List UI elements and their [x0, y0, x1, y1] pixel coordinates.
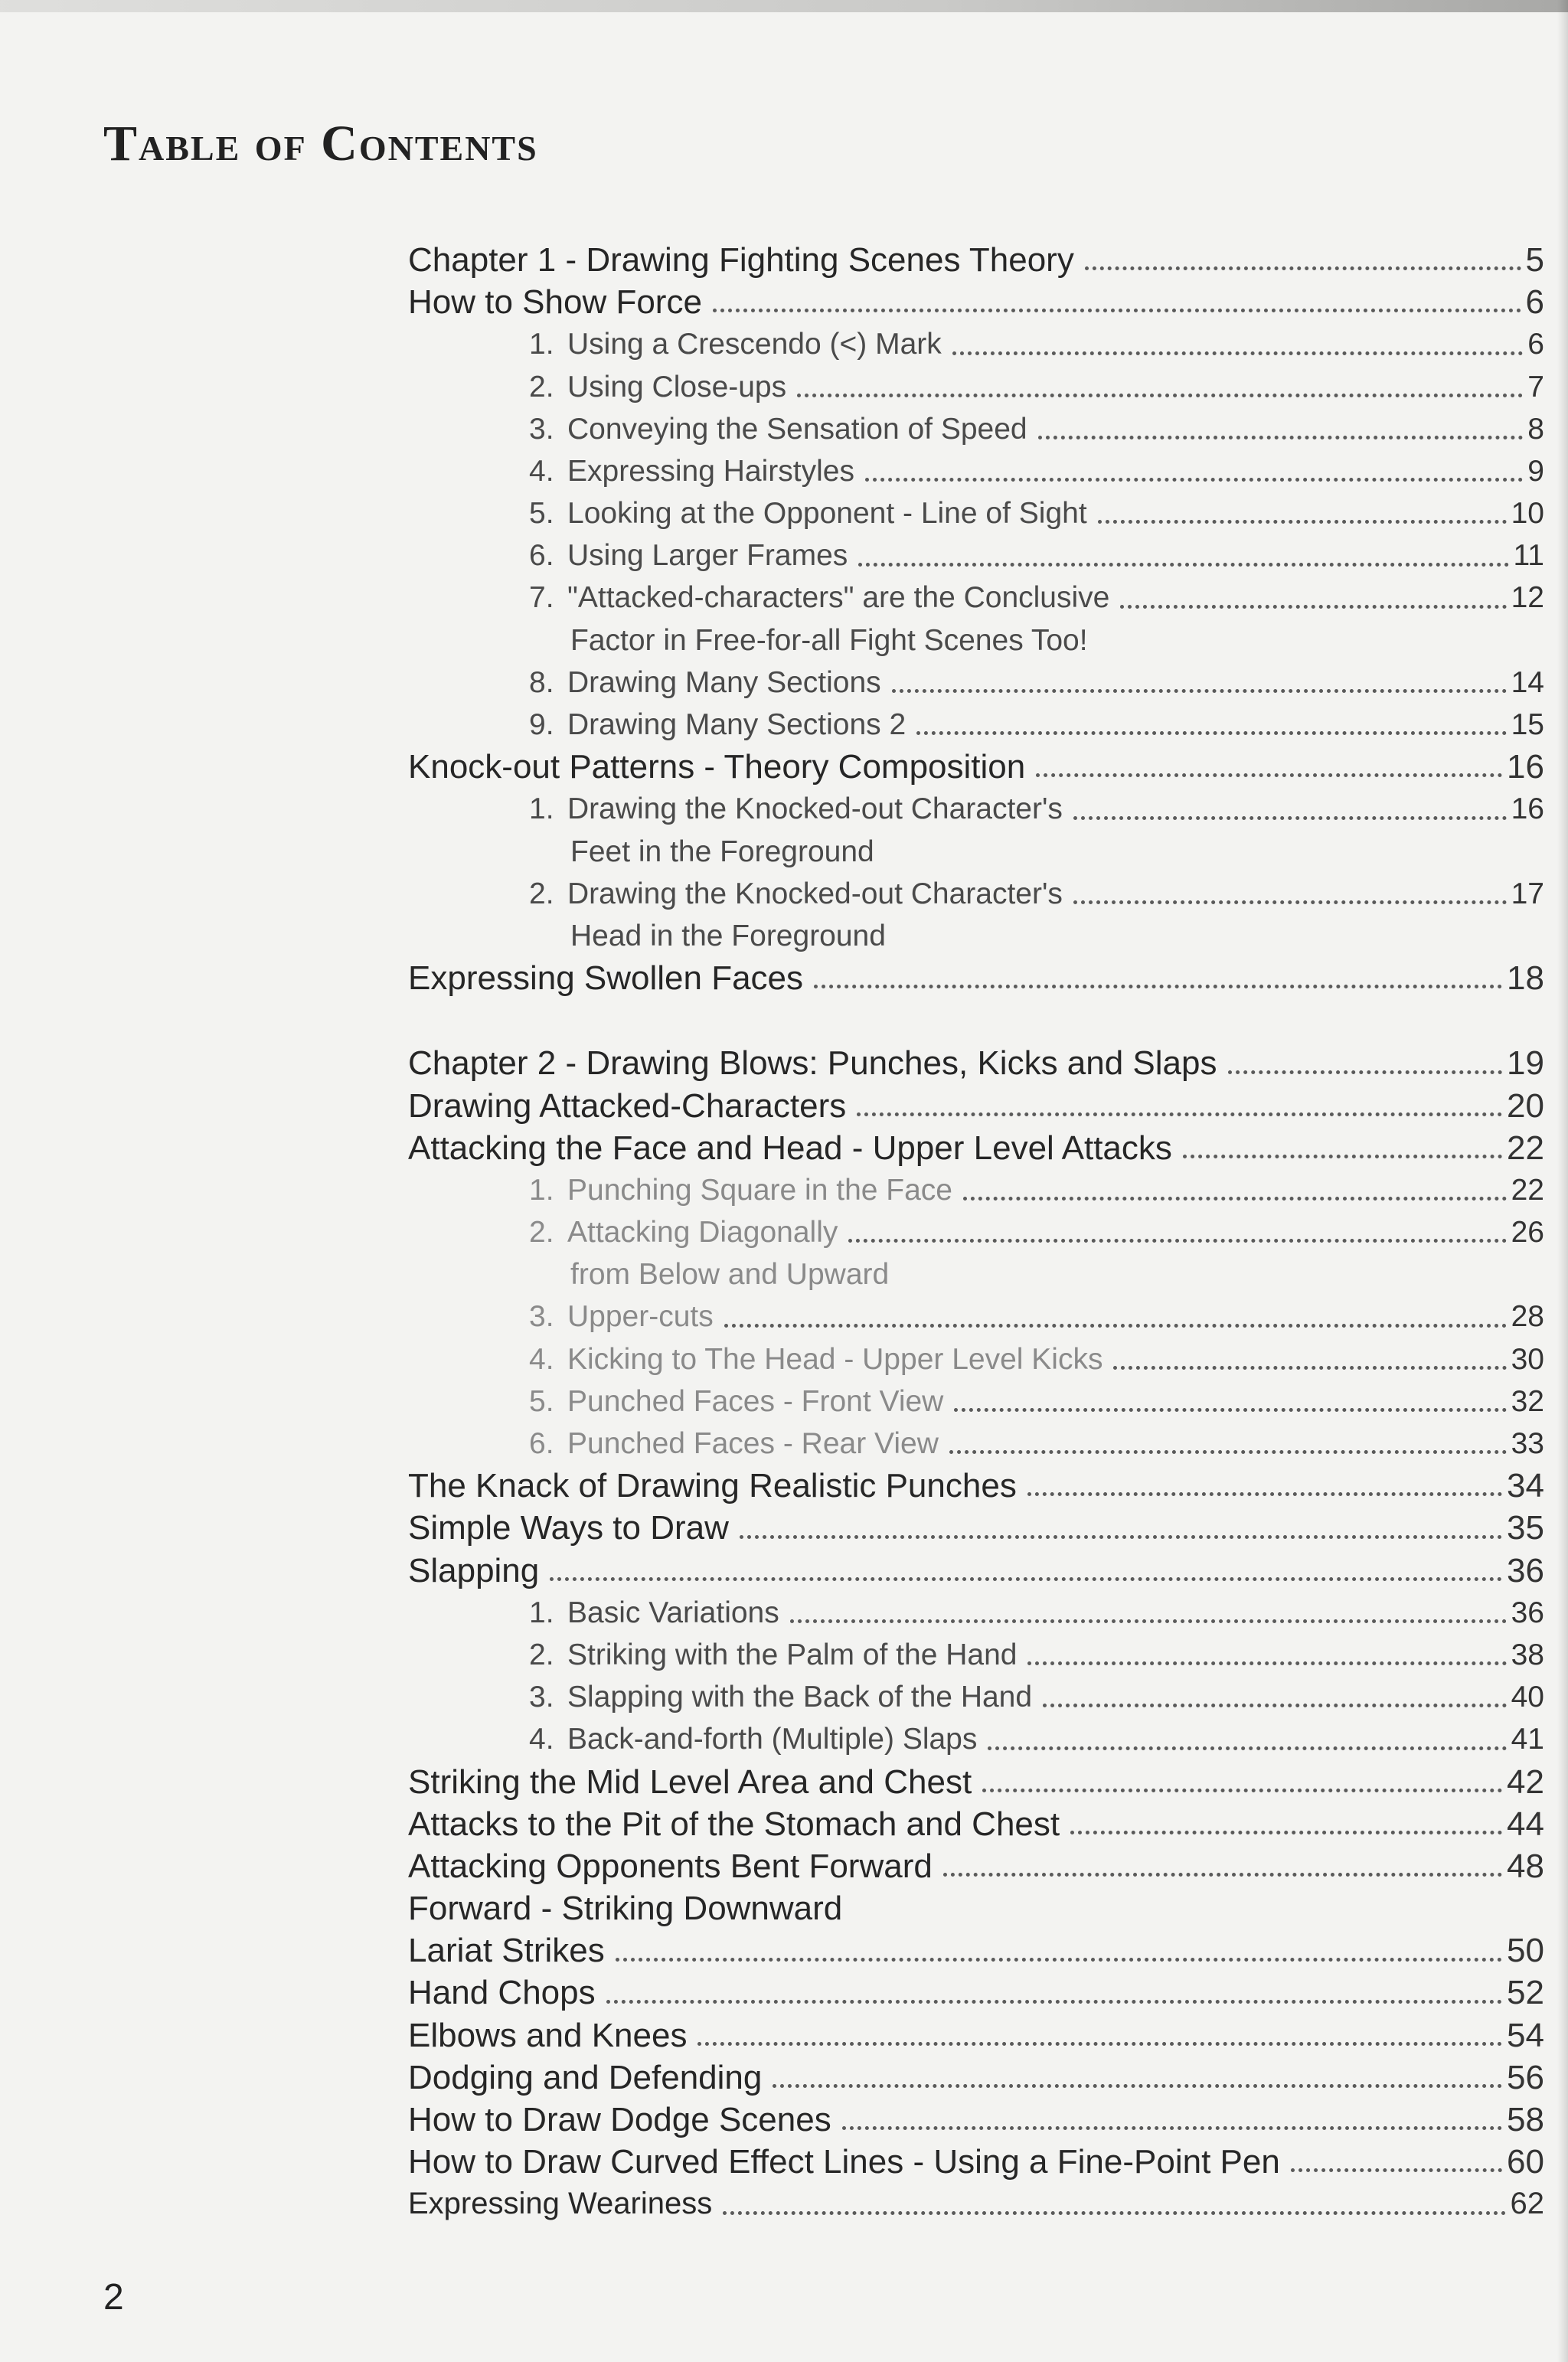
toc-entry-page: 28 [1511, 1300, 1544, 1334]
toc-entry-page: 26 [1511, 1216, 1544, 1250]
dot-leader [988, 1746, 1506, 1750]
toc-entry-page: 62 [1510, 2187, 1544, 2221]
toc-entry-page: 58 [1507, 2101, 1544, 2139]
toc-entry[interactable] [408, 1211, 1544, 1295]
toc-entry-label: Conveying the Sensation of Speed [567, 412, 1027, 446]
toc-entry-line [408, 1211, 1544, 1253]
toc-entry-label: Back-and-forth (Multiple) Slaps [567, 1723, 978, 1756]
toc-entry[interactable] [408, 662, 1544, 704]
toc-entry-line [408, 450, 1544, 492]
dot-leader [724, 1324, 1507, 1328]
toc-entry-line [408, 1169, 1544, 1211]
toc-entry[interactable] [408, 2141, 1544, 2183]
dot-leader [857, 1112, 1502, 1116]
toc-entry-page: 36 [1507, 1551, 1544, 1589]
toc-entry-page: 12 [1511, 581, 1544, 615]
toc-entry-line [408, 2099, 1544, 2141]
toc-entry[interactable] [408, 873, 1544, 957]
toc-entry-page: 11 [1513, 539, 1544, 573]
toc-entry-label: Drawing the Knocked-out Character's [567, 877, 1063, 910]
dot-leader [550, 1577, 1502, 1581]
toc-entry-line [408, 1465, 1544, 1507]
toc-entry[interactable] [408, 2183, 1544, 2225]
toc-entry[interactable] [408, 1380, 1544, 1423]
toc-entry-number: 2. [529, 370, 554, 403]
dot-leader [892, 689, 1507, 693]
dot-leader [740, 1535, 1502, 1539]
toc-entry-label: Simple Ways to Draw [408, 1509, 729, 1547]
toc-entry-page: 38 [1511, 1638, 1544, 1671]
toc-entry-label: Expressing Hairstyles [567, 454, 854, 488]
toc-entry-label: Using Larger Frames [567, 539, 848, 573]
toc-entry-line [408, 1803, 1544, 1845]
toc-entry-number: 4. [529, 454, 554, 488]
toc-entry-number: 1. [529, 328, 554, 361]
toc-entry[interactable] [408, 1085, 1544, 1127]
toc-entry[interactable] [408, 1972, 1544, 2014]
dot-leader [1038, 436, 1524, 439]
toc-entry[interactable] [408, 2057, 1544, 2099]
toc-entry-line [408, 492, 1544, 534]
toc-entry-continuation: Head in the Foreground [570, 920, 886, 952]
toc-entry-page: 6 [1525, 283, 1544, 322]
toc-entry[interactable] [408, 534, 1544, 577]
toc-entry-number: 3. [529, 1300, 554, 1334]
toc-entry-page: 15 [1511, 708, 1544, 742]
toc-entry-label: How to Draw Curved Effect Lines - Using a Fine-Point Pen [408, 2143, 1280, 2181]
dot-leader [616, 1958, 1502, 1962]
toc-entry-page: 54 [1507, 2016, 1544, 2054]
toc-entry[interactable] [408, 1929, 1544, 1972]
dot-leader [952, 351, 1524, 355]
toc-entry-label: How to Draw Dodge Scenes [408, 2101, 831, 2139]
dot-leader [1085, 266, 1521, 270]
dot-leader [1070, 1831, 1502, 1834]
toc-entry[interactable] [408, 408, 1544, 450]
toc-entry-number: 4. [529, 1342, 554, 1376]
toc-entry-label: Punching Square in the Face [567, 1173, 953, 1207]
toc-entry-continuation: Factor in Free-for-all Fight Scenes Too! [570, 623, 1088, 657]
toc-entry-page: 10 [1511, 497, 1544, 531]
dot-leader [606, 2000, 1502, 2004]
toc-entry-page: 50 [1507, 1932, 1544, 1970]
toc-entry-line [408, 408, 1544, 450]
toc-entry-label: Forward - Striking Downward [408, 1890, 843, 1928]
toc-entry-label: Using Close-ups [567, 370, 787, 403]
toc-entry-page: 33 [1511, 1427, 1544, 1461]
toc-entry-label: The Knack of Drawing Realistic Punches [408, 1467, 1017, 1505]
toc-entry[interactable] [408, 1803, 1544, 1845]
toc-entry-line [408, 366, 1544, 408]
toc-entry-line [408, 662, 1544, 704]
toc-entry-label: Expressing Weariness [408, 2187, 713, 2221]
toc-entry-page: 14 [1511, 665, 1544, 699]
toc-entry-label: Looking at the Opponent - Line of Sight [567, 497, 1087, 531]
toc-entry-line [408, 1550, 1544, 1592]
toc-entry[interactable] [408, 2099, 1544, 2141]
toc-entry-line [408, 1338, 1544, 1380]
toc-entry[interactable] [408, 1887, 1544, 1929]
toc-entry-line [408, 323, 1544, 365]
toc-entry-line [408, 1127, 1544, 1169]
toc-entry-line [408, 704, 1544, 746]
toc-entry[interactable] [408, 1507, 1544, 1549]
toc-entry[interactable] [408, 450, 1544, 492]
toc-entry-page: 30 [1511, 1342, 1544, 1376]
dot-leader [1036, 773, 1502, 777]
toc-entry[interactable] [408, 1423, 1544, 1465]
toc-entry-page: 16 [1511, 792, 1544, 826]
toc-entry[interactable] [408, 577, 1544, 662]
toc-entry-number: 1. [529, 1596, 554, 1629]
toc-entry-label: Lariat Strikes [408, 1932, 605, 1970]
toc-entry-label: Drawing Many Sections 2 [567, 708, 906, 742]
dot-leader [865, 478, 1523, 482]
dot-leader [1098, 520, 1507, 524]
toc-entry[interactable] [408, 1845, 1544, 1887]
dot-leader [954, 1408, 1506, 1412]
toc-entry[interactable] [408, 1592, 1544, 1634]
dot-leader [1183, 1155, 1502, 1158]
toc-entry-page: 8 [1527, 412, 1544, 446]
page-number: 2 [103, 2277, 124, 2318]
toc-entry-line [408, 577, 1544, 619]
toc-entry[interactable] [408, 1127, 1544, 1169]
toc-entry-line [408, 1929, 1544, 1972]
toc-entry-line [408, 534, 1544, 577]
toc-entry-label: Hand Chops [408, 1974, 596, 2012]
toc-entry-continuation: from Below and Upward [570, 1258, 890, 1292]
toc-entry-label: Chapter 1 - Drawing Fighting Scenes Theory [408, 240, 1074, 279]
toc-entry-line [408, 1423, 1544, 1465]
toc-entry-label: Chapter 2 - Drawing Blows: Punches, Kicks and Slaps [408, 1044, 1217, 1083]
toc-entry-label: Basic Variations [567, 1596, 779, 1629]
toc-entry-line [408, 1887, 1544, 1929]
dot-leader [1228, 1070, 1503, 1074]
toc-entry-label: Drawing the Knocked-out Character's [567, 792, 1063, 826]
toc-entry-line [408, 1676, 1544, 1718]
toc-entry[interactable] [408, 239, 1544, 281]
toc-entry-line [408, 2014, 1544, 2057]
toc-entry-number: 9. [529, 708, 554, 742]
toc-entry-page: 22 [1507, 1129, 1544, 1167]
toc-entry-line [408, 957, 1544, 999]
toc-entry-label: Kicking to The Head - Upper Level Kicks [567, 1342, 1103, 1376]
toc-entry-line [408, 1718, 1544, 1760]
toc-entry-label: Drawing Many Sections [567, 665, 881, 699]
toc-entry[interactable] [408, 1465, 1544, 1507]
toc-entry-label: Drawing Attacked-Characters [408, 1086, 847, 1125]
toc-entry-number: 5. [529, 497, 554, 531]
toc-entry-number: 2. [529, 1638, 554, 1671]
dot-leader [848, 1239, 1506, 1243]
toc-entry[interactable] [408, 1634, 1544, 1676]
toc-entry-label: Knock-out Patterns - Theory Composition [408, 748, 1026, 786]
dot-leader [949, 1450, 1507, 1454]
toc-entry-page: 48 [1507, 1847, 1544, 1885]
toc-entry-number: 6. [529, 1427, 554, 1461]
toc-entry-label: Elbows and Knees [408, 2016, 688, 2054]
toc-entry-label: Striking the Mid Level Area and Chest [408, 1763, 972, 1801]
toc-entry-page: 18 [1507, 959, 1544, 998]
toc-entry-label: Dodging and Defending [408, 2058, 763, 2096]
toc-entry-continuation: Feet in the Foreground [570, 835, 874, 868]
toc-entry-page: 41 [1511, 1723, 1544, 1756]
toc-entry-page: 9 [1527, 454, 1544, 488]
toc-entry-line [408, 1592, 1544, 1634]
table-of-contents [408, 239, 1544, 2226]
toc-entry-page: 40 [1511, 1681, 1544, 1714]
dot-leader [943, 1873, 1502, 1877]
toc-entry-label: Attacking Diagonally [567, 1216, 838, 1250]
toc-entry-page: 42 [1507, 1763, 1544, 1801]
toc-entry-number: 1. [529, 1173, 554, 1207]
toc-entry-number: 8. [529, 665, 554, 699]
toc-entry[interactable] [408, 1169, 1544, 1211]
toc-entry-page: 60 [1507, 2143, 1544, 2181]
page-edge-shadow [1557, 0, 1568, 2362]
dot-leader [916, 731, 1506, 735]
toc-entry-page: 56 [1507, 2058, 1544, 2096]
dot-leader [697, 2042, 1502, 2046]
toc-entry-number: 2. [529, 877, 554, 910]
dot-leader [1120, 605, 1506, 609]
toc-entry-label: Attacking the Face and Head - Upper Level Attacks [408, 1129, 1172, 1167]
toc-entry-number: 4. [529, 1723, 554, 1756]
toc-entry-page: 32 [1511, 1384, 1544, 1418]
toc-entry[interactable] [408, 366, 1544, 408]
toc-entry-line [408, 1634, 1544, 1676]
toc-entry-page: 20 [1507, 1086, 1544, 1125]
toc-entry[interactable] [408, 704, 1544, 746]
dot-leader [1073, 900, 1507, 904]
toc-entry-page: 5 [1525, 240, 1544, 279]
toc-entry[interactable] [408, 1338, 1544, 1380]
toc-entry-label: Punched Faces - Front View [567, 1384, 944, 1418]
toc-entry-page: 44 [1507, 1805, 1544, 1843]
toc-entry-page: 7 [1527, 370, 1544, 403]
dot-leader [797, 394, 1523, 397]
dot-leader [814, 985, 1502, 988]
dot-leader [723, 2211, 1505, 2215]
page-top-shadow [0, 0, 1568, 12]
toc-entry-line [408, 788, 1544, 830]
toc-entry[interactable] [408, 323, 1544, 365]
toc-entry-number: 3. [529, 1681, 554, 1714]
toc-entry-label: Upper-cuts [567, 1300, 714, 1334]
toc-entry-label: Striking with the Palm of the Hand [567, 1638, 1018, 1671]
toc-entry[interactable] [408, 1761, 1544, 1803]
toc-entry-line [408, 2141, 1544, 2183]
toc-entry-page: 6 [1527, 328, 1544, 361]
toc-entry[interactable] [408, 492, 1544, 534]
toc-entry-label: Expressing Swollen Faces [408, 959, 804, 998]
page-title: Table of Contents [103, 116, 538, 172]
toc-entry-line [408, 1085, 1544, 1127]
toc-entry-line [408, 873, 1544, 915]
toc-entry-page: 52 [1507, 1974, 1544, 2012]
dot-leader [1027, 1492, 1502, 1496]
toc-entry[interactable] [408, 281, 1544, 323]
toc-entry-line [408, 239, 1544, 281]
toc-entry-number: 2. [529, 1216, 554, 1250]
dot-leader [963, 1197, 1507, 1201]
toc-entry-line [408, 746, 1544, 788]
dot-leader [773, 2084, 1502, 2088]
dot-leader [713, 309, 1521, 312]
toc-entry-line [408, 1972, 1544, 2014]
toc-entry-page: 22 [1511, 1173, 1544, 1207]
toc-entry-line [408, 1845, 1544, 1887]
toc-entry-page: 19 [1507, 1044, 1544, 1083]
toc-entry-number: 5. [529, 1384, 554, 1418]
toc-entry-number: 7. [529, 581, 554, 615]
toc-entry-line [408, 1042, 1544, 1084]
toc-entry[interactable] [408, 1042, 1544, 1084]
toc-entry[interactable] [408, 746, 1544, 788]
toc-entry-line [408, 1761, 1544, 1803]
toc-entry-label: Slapping [408, 1551, 540, 1589]
toc-entry-line [408, 1296, 1544, 1338]
dot-leader [858, 563, 1508, 567]
toc-entry-label: Punched Faces - Rear View [567, 1427, 939, 1461]
dot-leader [1291, 2168, 1502, 2172]
toc-entry-line [408, 2057, 1544, 2099]
dot-leader [1113, 1366, 1506, 1370]
dot-leader [790, 1619, 1507, 1623]
toc-entry[interactable] [408, 1676, 1544, 1718]
toc-entry[interactable] [408, 1718, 1544, 1760]
toc-entry-line [408, 2183, 1544, 2225]
dot-leader [842, 2126, 1502, 2130]
toc-entry-page: 16 [1507, 748, 1544, 786]
toc-entry-page: 35 [1507, 1509, 1544, 1547]
toc-entry-number: 6. [529, 539, 554, 573]
toc-entry-number: 3. [529, 412, 554, 446]
dot-leader [982, 1789, 1502, 1792]
toc-entry-label: Using a Crescendo (<) Mark [567, 328, 942, 361]
toc-entry-page: 17 [1511, 877, 1544, 910]
toc-entry-line [408, 1507, 1544, 1549]
toc-entry-label: Attacking Opponents Bent Forward [408, 1847, 933, 1885]
toc-entry[interactable] [408, 957, 1544, 999]
toc-entry-label: How to Show Force [408, 283, 702, 322]
dot-leader [1027, 1661, 1506, 1665]
toc-entry[interactable] [408, 2014, 1544, 2057]
toc-entry-label: "Attacked-characters" are the Conclusive [567, 581, 1110, 615]
dot-leader [1043, 1704, 1507, 1707]
toc-entry[interactable] [408, 1296, 1544, 1338]
toc-entry-page: 34 [1507, 1467, 1544, 1505]
toc-entry-number: 1. [529, 792, 554, 826]
toc-entry-line [408, 1380, 1544, 1423]
toc-entry-page: 36 [1511, 1596, 1544, 1629]
dot-leader [1073, 816, 1507, 820]
toc-entry-label: Attacks to the Pit of the Stomach and Chest [408, 1805, 1060, 1843]
toc-entry[interactable] [408, 788, 1544, 872]
toc-entry-line [408, 281, 1544, 323]
toc-entry-label: Slapping with the Back of the Hand [567, 1681, 1033, 1714]
toc-entry[interactable] [408, 1550, 1544, 1592]
